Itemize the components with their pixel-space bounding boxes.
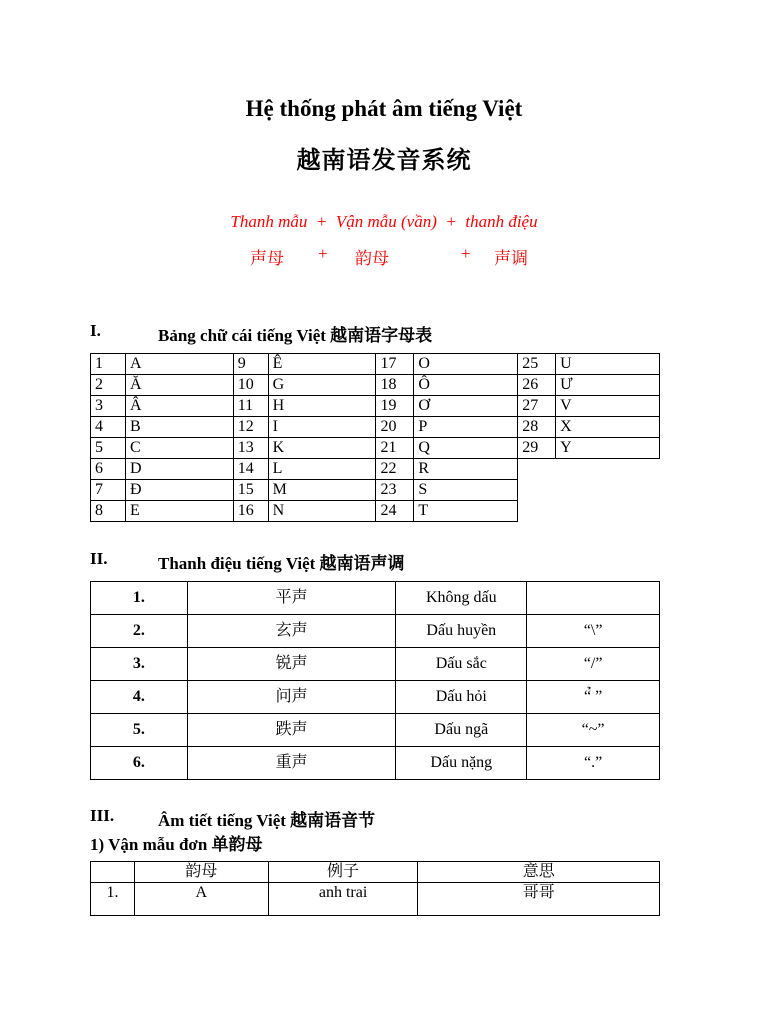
tone-chinese-name: 玄声 xyxy=(187,615,396,648)
letter-cell: Â xyxy=(125,396,233,417)
table-row xyxy=(91,615,660,648)
letter-number: 16 xyxy=(233,501,268,522)
table-row xyxy=(91,501,660,522)
tone-mark: “\” xyxy=(527,615,660,648)
table-row xyxy=(91,459,660,480)
letter-cell: S xyxy=(414,480,518,501)
letter-number: 11 xyxy=(233,396,268,417)
letter-number: 15 xyxy=(233,480,268,501)
section-2-title: Thanh điệu tiếng Việt 越南语声调 xyxy=(158,554,405,573)
letter-cell: E xyxy=(125,501,233,522)
letter-number: 1 xyxy=(91,354,126,375)
tone-chinese-name: 问声 xyxy=(187,681,396,714)
tone-mark xyxy=(527,582,660,615)
table-row xyxy=(91,648,660,681)
table-row xyxy=(91,438,660,459)
letter-cell: C xyxy=(125,438,233,459)
letter-number: 26 xyxy=(518,375,556,396)
column-header: 意思 xyxy=(418,862,660,883)
letter-cell: L xyxy=(268,459,376,480)
tone-number: 6. xyxy=(91,747,188,780)
table-row xyxy=(91,714,660,747)
section-1-number: I. xyxy=(90,321,101,340)
letter-cell: Y xyxy=(556,438,660,459)
letter-cell: G xyxy=(268,375,376,396)
tone-number: 5. xyxy=(91,714,188,747)
formula-cn-tone: 声调 xyxy=(494,249,528,268)
letter-cell: P xyxy=(414,417,518,438)
table-row xyxy=(91,396,660,417)
letter-number: 27 xyxy=(518,396,556,417)
letter-number: 24 xyxy=(376,501,414,522)
table-row xyxy=(91,354,660,375)
letter-number: 23 xyxy=(376,480,414,501)
empty-cell xyxy=(518,480,556,501)
letter-number: 28 xyxy=(518,417,556,438)
formula-cn-initial: 声母 xyxy=(250,249,284,268)
column-header xyxy=(91,862,135,883)
tone-chinese-name: 锐声 xyxy=(187,648,396,681)
letter-number: 21 xyxy=(376,438,414,459)
syllable-table xyxy=(90,861,660,916)
letter-number: 20 xyxy=(376,417,414,438)
column-header: 韵母 xyxy=(134,862,268,883)
tone-mark: “̉ ” xyxy=(527,681,660,714)
table-header-row xyxy=(91,862,660,883)
tone-table xyxy=(90,581,660,780)
letter-number: 17 xyxy=(376,354,414,375)
formula-plus-1: + xyxy=(315,212,328,231)
letter-cell: M xyxy=(268,480,376,501)
letter-cell: T xyxy=(414,501,518,522)
letter-cell: N xyxy=(268,501,376,522)
alphabet-table xyxy=(90,353,660,522)
tone-number: 3. xyxy=(91,648,188,681)
letter-cell: A xyxy=(125,354,233,375)
table-cell: anh trai xyxy=(268,883,418,916)
page-title: Hệ thống phát âm tiếng Việt xyxy=(245,96,523,121)
formula-cn-rhyme: 韵母 xyxy=(355,249,389,268)
letter-cell: H xyxy=(268,396,376,417)
table-row xyxy=(91,417,660,438)
letter-cell: Ư xyxy=(556,375,660,396)
letter-cell: D xyxy=(125,459,233,480)
letter-number: 7 xyxy=(91,480,126,501)
tone-vietnamese-name: Dấu huyền xyxy=(396,615,527,648)
section-3-number: III. xyxy=(90,806,115,825)
letter-number: 10 xyxy=(233,375,268,396)
letter-number: 6 xyxy=(91,459,126,480)
tone-chinese-name: 跌声 xyxy=(187,714,396,747)
tone-number: 4. xyxy=(91,681,188,714)
table-row xyxy=(91,375,660,396)
tone-chinese-name: 重声 xyxy=(187,747,396,780)
letter-number: 4 xyxy=(91,417,126,438)
table-row xyxy=(91,747,660,780)
letter-number: 25 xyxy=(518,354,556,375)
formula-rhyme: Vận mẫu (vần) xyxy=(335,212,437,231)
letter-number: 18 xyxy=(376,375,414,396)
letter-cell: X xyxy=(556,417,660,438)
section-2-number: II. xyxy=(90,549,108,568)
table-row xyxy=(91,582,660,615)
formula-initial: Thanh mẫu xyxy=(230,212,308,231)
letter-cell: R xyxy=(414,459,518,480)
empty-cell xyxy=(556,480,660,501)
table-row xyxy=(91,480,660,501)
letter-number: 3 xyxy=(91,396,126,417)
letter-cell: Đ xyxy=(125,480,233,501)
table-cell: 1. xyxy=(91,883,135,916)
empty-cell xyxy=(518,501,556,522)
section-3-title: Âm tiết tiếng Việt 越南语音节 xyxy=(158,811,376,830)
subsection-1-title: 1) Vận mẫu đơn 单韵母 xyxy=(90,835,263,854)
letter-cell: K xyxy=(268,438,376,459)
letter-cell: Ă xyxy=(125,375,233,396)
letter-number: 29 xyxy=(518,438,556,459)
letter-cell: Ô xyxy=(414,375,518,396)
formula-plus-2: + xyxy=(445,212,457,231)
table-row xyxy=(91,681,660,714)
tone-number: 1. xyxy=(91,582,188,615)
letter-number: 12 xyxy=(233,417,268,438)
empty-cell xyxy=(556,501,660,522)
formula-cn-plus-2: + xyxy=(461,244,471,263)
formula-tone: thanh điệu xyxy=(465,212,538,231)
tone-vietnamese-name: Dấu hỏi xyxy=(396,681,527,714)
letter-cell: Q xyxy=(414,438,518,459)
letter-cell: Ê xyxy=(268,354,376,375)
letter-cell: Ơ xyxy=(414,396,518,417)
letter-cell: U xyxy=(556,354,660,375)
letter-cell: O xyxy=(414,354,518,375)
table-cell: A xyxy=(134,883,268,916)
empty-cell xyxy=(518,459,556,480)
letter-number: 2 xyxy=(91,375,126,396)
tone-mark: “/” xyxy=(527,648,660,681)
tone-chinese-name: 平声 xyxy=(187,582,396,615)
letter-cell: I xyxy=(268,417,376,438)
letter-number: 22 xyxy=(376,459,414,480)
section-1-title: Bảng chữ cái tiếng Việt 越南语字母表 xyxy=(158,326,433,345)
letter-number: 14 xyxy=(233,459,268,480)
table-cell: 哥哥 xyxy=(418,883,660,916)
tone-vietnamese-name: Dấu ngã xyxy=(396,714,527,747)
letter-number: 19 xyxy=(376,396,414,417)
tone-vietnamese-name: Dấu nặng xyxy=(396,747,527,780)
page-subtitle: 越南语发音系统 xyxy=(296,148,472,174)
formula-cn-plus-1: + xyxy=(318,244,328,263)
tone-vietnamese-name: Không dấu xyxy=(396,582,527,615)
letter-number: 8 xyxy=(91,501,126,522)
empty-cell xyxy=(556,459,660,480)
tone-vietnamese-name: Dấu sắc xyxy=(396,648,527,681)
letter-number: 5 xyxy=(91,438,126,459)
letter-cell: V xyxy=(556,396,660,417)
tone-number: 2. xyxy=(91,615,188,648)
formula-latin xyxy=(0,212,768,232)
column-header: 例子 xyxy=(268,862,418,883)
letter-number: 9 xyxy=(233,354,268,375)
letter-number: 13 xyxy=(233,438,268,459)
letter-cell: B xyxy=(125,417,233,438)
tone-mark: “~” xyxy=(527,714,660,747)
tone-mark: “.” xyxy=(527,747,660,780)
table-row xyxy=(91,883,660,916)
